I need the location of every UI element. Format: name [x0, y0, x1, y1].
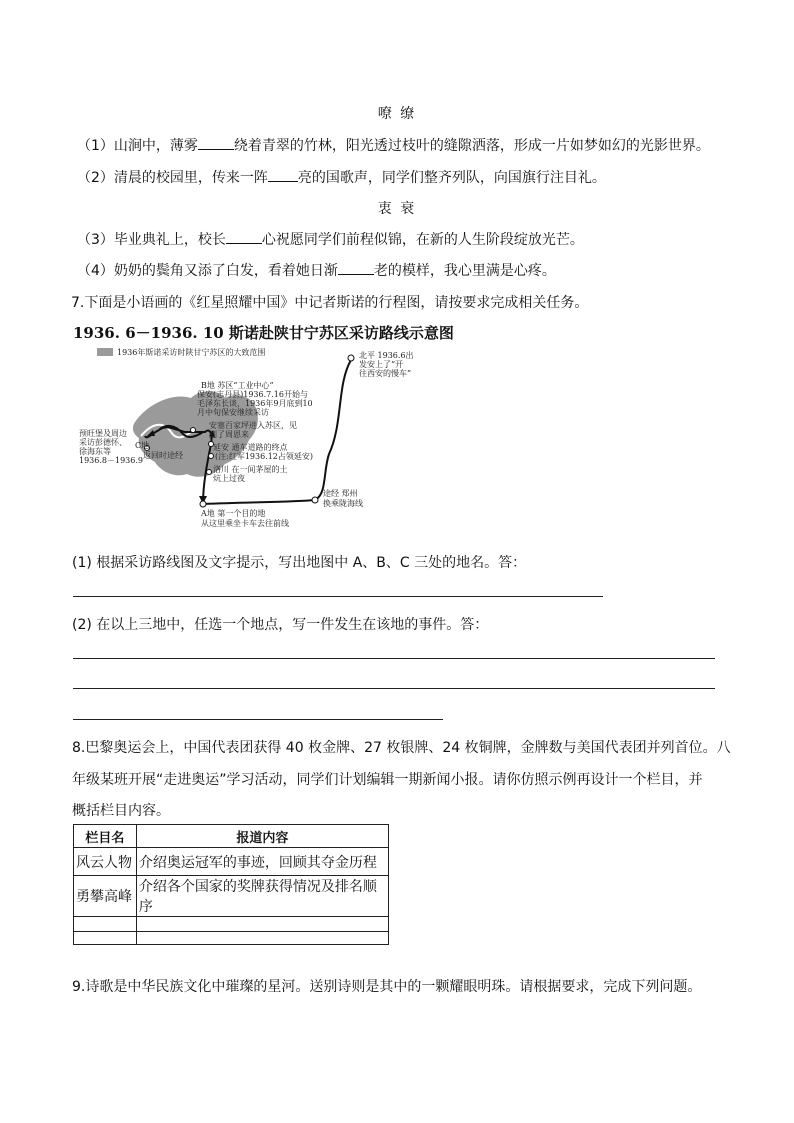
table-cell-name: 勇攀高峰 — [74, 876, 137, 917]
question-item-2 — [77, 167, 606, 187]
table-header-content: 报道内容 — [136, 825, 388, 848]
label-luochuan-1: 炕上过夜 — [213, 474, 245, 483]
label-yanan-0: 延安 通车道路的终点 — [213, 443, 288, 452]
label-anzhai-1: 到了周恩来 — [209, 430, 249, 439]
table-cell-content[interactable] — [136, 917, 388, 932]
label-yanan-1: (注:红军1936.12占领延安) — [215, 452, 314, 461]
table-cell-name: 风云人物 — [74, 848, 137, 876]
answer-blank[interactable] — [198, 135, 234, 150]
question-7-sub-1: (1) 根据采访路线图及文字提示，写出地图中 A、B、C 三处的地名。答： — [72, 555, 527, 571]
label-b-1: 保安(志丹县)1936.7.16开始与 — [197, 390, 308, 399]
table-cell-name[interactable] — [74, 917, 137, 932]
label-b-2: 毛泽东长谈，1936年9月底到10 — [197, 399, 313, 408]
legend-text: 1936年斯诺采访时陕甘宁苏区的大致范围 — [117, 348, 266, 357]
item-text-before: 清晨的校园里，传来一阵 — [113, 170, 268, 186]
point-a — [200, 501, 206, 507]
question-9-prompt: 9.诗歌是中华民族文化中璀璨的星河。送别诗则是其中的一颗耀眼明珠。请根据要求，完成下列问题。 — [72, 979, 702, 995]
question-7-sub-2: (2) 在以上三地中，任选一个地点，写一件发生在该地的事件。答： — [72, 617, 489, 633]
table-cell-content[interactable] — [136, 932, 388, 945]
point-beiping — [348, 355, 354, 361]
label-anzhai-0: 安塞百家坪进入苏区，见 — [209, 421, 297, 430]
table-cell-name[interactable] — [74, 932, 137, 945]
question-7-prompt: 7.下面是小语画的《红星照耀中国》中记者斯诺的行程图，请按要求完成相关任务。 — [71, 295, 589, 311]
label-zhengzhou-1: 换乘陇海线 — [323, 499, 363, 508]
item-text-after: 绕着青翠的竹林，阳光透过枝叶的缝隙洒落，形成一片如梦如幻的光影世界。 — [233, 138, 710, 154]
point-zhengzhou — [312, 497, 318, 503]
answer-line[interactable] — [73, 719, 443, 720]
item-text-after: 心祝愿同学们前程似锦，在新的人生阶段绽放光芒。 — [261, 232, 584, 248]
item-text-after: 老的模样，我心里满是心疼。 — [373, 263, 556, 279]
label-luochuan-0: 洛川 在一间茅屋的土 — [213, 465, 288, 474]
question-8-line-2: 年级某班开展“走进奥运”学习活动，同学们计划编辑一期新闻小报。请你仿照示例再设计一个栏目，并 — [72, 772, 703, 788]
label-beiping-0: 北平 1936.6出 — [359, 351, 414, 360]
label-west-2: 徐海东等 — [79, 447, 111, 456]
item-number: （4） — [77, 263, 114, 279]
question-item-4 — [77, 260, 556, 280]
answer-line[interactable] — [73, 596, 603, 597]
answer-blank[interactable] — [268, 167, 298, 182]
table-cell-content: 介绍各个国家的奖牌获得情况及排名顺序 — [136, 876, 388, 917]
question-8-line-3: 概括栏目内容。 — [72, 803, 170, 819]
item-text-before: 山涧中，薄雾 — [113, 138, 198, 154]
word-pair-heading-2: 衷 衰 — [377, 201, 417, 217]
item-number: （2） — [77, 170, 114, 186]
point-b — [191, 428, 196, 433]
column-table — [73, 824, 389, 945]
label-b-0: B地 苏区“工业中心” — [201, 381, 274, 390]
label-west-0: 预旺堡及周边 — [79, 429, 127, 438]
table-header-name: 栏目名 — [74, 825, 137, 848]
item-text-after: 亮的国歌声，同学们整齐列队，向国旗行注目礼。 — [297, 170, 606, 186]
label-beiping-2: 往西安的慢车” — [359, 369, 412, 378]
point-luochuan — [207, 470, 212, 475]
label-west-3: 1936.8－1936.9 — [79, 456, 143, 465]
answer-blank[interactable] — [338, 260, 374, 275]
label-a-1: 从这里乘坐卡车去往前线 — [201, 519, 289, 528]
item-number: （1） — [77, 138, 114, 154]
question-item-3 — [77, 229, 584, 249]
legend-swatch — [97, 348, 113, 356]
label-a-0: A地 第一个目的地 — [201, 509, 266, 518]
label-west-1: 采访彭德怀、 — [79, 438, 127, 447]
label-c-0: C地 — [135, 441, 150, 450]
table-cell-content: 介绍奥运冠军的事迹，回顾其夺金历程 — [136, 848, 388, 876]
label-b-3: 月中旬保安继续采访 — [197, 408, 269, 417]
item-number: （3） — [77, 232, 114, 248]
table-header-row — [74, 825, 389, 848]
label-beiping-1: 发安上了“开 — [359, 360, 404, 369]
answer-blank[interactable] — [226, 229, 262, 244]
word-pair-heading-1: 嘹 缭 — [377, 106, 417, 122]
map-title: 1936. 6－1936. 10 斯诺赴陕甘宁苏区采访路线示意图 — [73, 324, 454, 342]
question-item-1 — [77, 135, 710, 155]
answer-line[interactable] — [73, 658, 715, 659]
table-row[interactable] — [74, 932, 389, 945]
answer-line[interactable] — [73, 688, 715, 689]
item-text-before: 奶奶的鬓角又添了白发，看着她日渐 — [113, 263, 338, 279]
route-map — [75, 344, 445, 534]
table-row — [74, 848, 389, 876]
table-row — [74, 876, 389, 917]
label-zhengzhou-0: 途经 郑州 — [323, 489, 358, 498]
item-text-before: 毕业典礼上，校长 — [113, 232, 226, 248]
question-8-line-1: 8.巴黎奥运会上，中国代表团获得 40 枚金牌、27 枚银牌、24 枚铜牌，金牌数与美国代表团并列首位。八 — [72, 740, 731, 756]
label-c-1: 返回时途经 — [143, 451, 183, 460]
point-yanan — [209, 454, 214, 459]
table-row[interactable] — [74, 917, 389, 932]
